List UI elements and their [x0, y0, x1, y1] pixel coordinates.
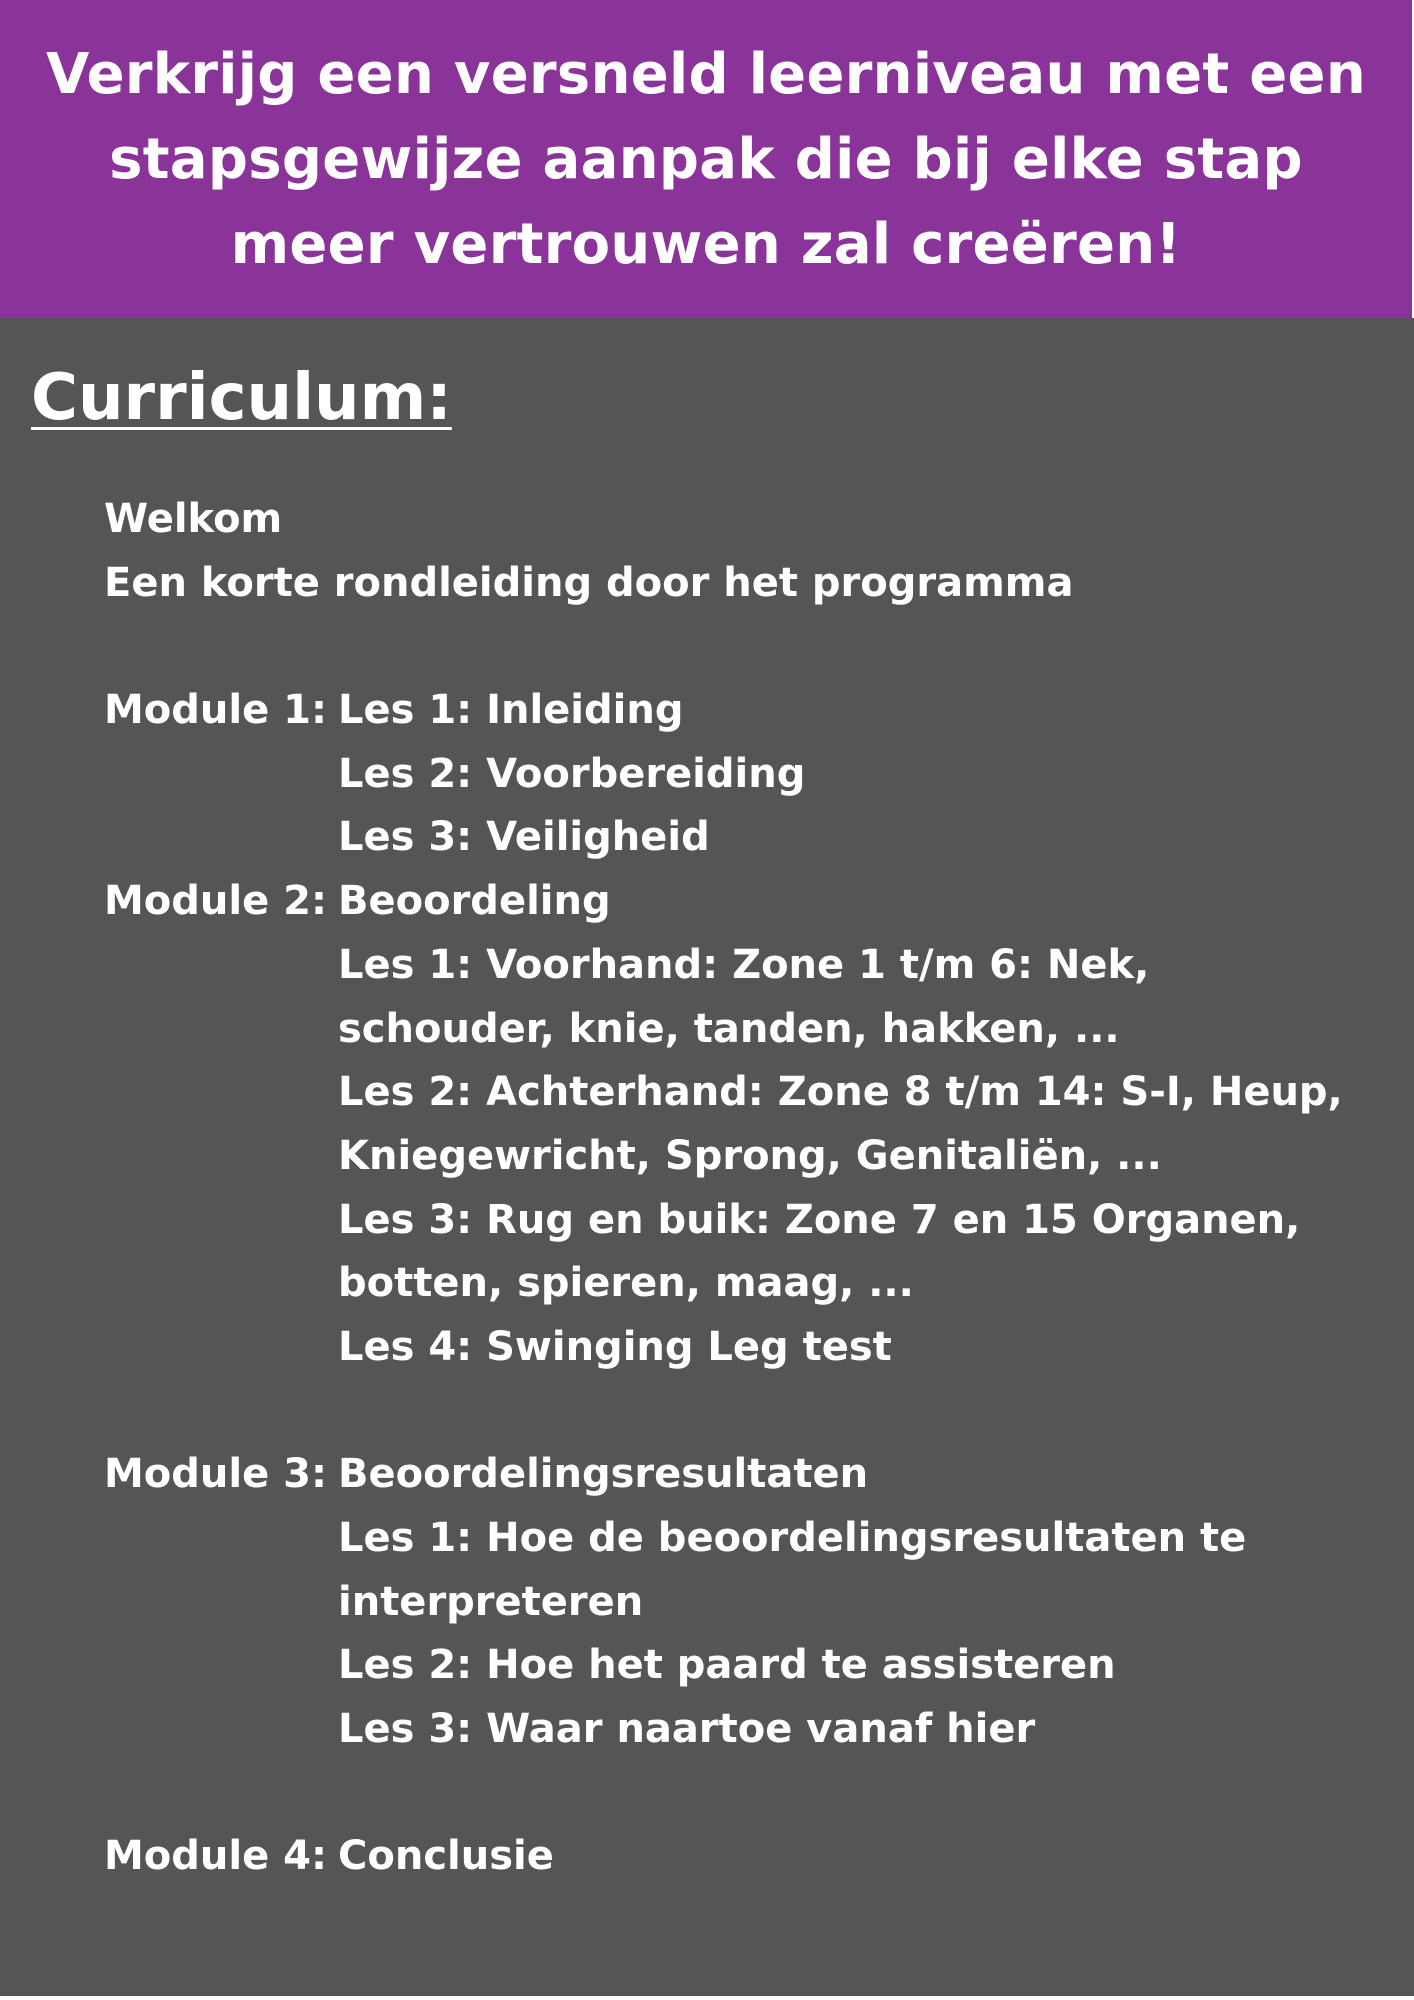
module-1-row: [104, 679, 1344, 743]
module-3-lesson-1-line-1: Les 1: Hoe de beoordelingsresultaten te: [338, 1515, 1247, 1561]
module-3-lesson-1-line-2: interpreteren: [338, 1578, 644, 1625]
headline-line-3: meer vertrouwen zal creëren!: [230, 211, 1182, 277]
module-1-lesson-2: Les 2: Voorbereiding: [338, 750, 806, 797]
module-3-lesson-row: [104, 1571, 1344, 1635]
module-1-lesson-1: Les 1: Inleiding: [338, 687, 684, 734]
module-1-lesson-row: [104, 743, 1344, 807]
intro-welcome: Welkom: [104, 496, 283, 542]
module-4-title: Conclusie: [338, 1833, 554, 1880]
module-1-lesson-3: Les 3: Veiligheid: [338, 814, 710, 861]
module-2-label: Module 2:: [104, 878, 327, 925]
module-2-lesson-row: [104, 998, 1344, 1062]
module-2-lesson-2-line-1: Les 2: Achterhand: Zone 8 t/m 14: S-I, Heup,: [338, 1069, 1343, 1116]
module-2-lesson-row: [104, 1316, 1344, 1380]
curriculum-list: [104, 488, 1344, 1889]
module-2-lesson-4: Les 4: Swinging Leg test: [338, 1323, 892, 1370]
header-banner: [0, 0, 1412, 318]
module-4-label: Module 4:: [104, 1833, 327, 1880]
module-2-lesson-row: [104, 1061, 1344, 1125]
curriculum-title: Curriculum:: [31, 361, 452, 435]
module-4-row: [104, 1825, 1344, 1889]
module-2-lesson-row: [104, 934, 1344, 998]
module-1-label: Module 1:: [104, 687, 327, 734]
module-2-lesson-row: [104, 1252, 1344, 1316]
module-3-lesson-row: [104, 1507, 1344, 1571]
module-2-lesson-2-line-2: Kniegewricht, Sprong, Genitaliën, ...: [338, 1132, 1162, 1179]
module-2-lesson-row: [104, 1125, 1344, 1189]
module-3-lesson-3: Les 3: Waar naartoe vanaf hier: [338, 1706, 1036, 1753]
module-3-label: Module 3:: [104, 1451, 327, 1498]
module-3-lesson-2: Les 2: Hoe het paard te assisteren: [338, 1642, 1116, 1689]
spacer: [104, 615, 1344, 679]
module-2-lesson-3-line-1: Les 3: Rug en buik: Zone 7 en 15 Organen,: [338, 1196, 1301, 1243]
module-1-lesson-row: [104, 806, 1344, 870]
headline-line-1: Verkrijg een versneld leerniveau met een: [46, 41, 1366, 107]
module-2-lesson-1-line-2: schouder, knie, tanden, hakken, ...: [338, 1005, 1120, 1052]
curriculum-panel: [0, 318, 1414, 1996]
module-2-lesson-3-line-2: botten, spieren, maag, ...: [338, 1260, 914, 1307]
spacer: [104, 1762, 1344, 1826]
module-3-title: Beoordelingsresultaten: [338, 1451, 869, 1498]
module-3-lesson-row: [104, 1634, 1344, 1698]
module-2-lesson-1-line-1: Les 1: Voorhand: Zone 1 t/m 6: Nek,: [338, 941, 1150, 988]
spacer: [104, 1380, 1344, 1444]
module-2-row: [104, 870, 1344, 934]
module-2-lesson-row: [104, 1189, 1344, 1253]
module-3-lesson-row: [104, 1698, 1344, 1762]
module-3-row: [104, 1443, 1344, 1507]
intro-tour: Een korte rondleiding door het programma: [104, 559, 1074, 606]
headline-line-2: stapsgewijze aanpak die bij elke stap: [109, 126, 1303, 192]
module-2-title: Beoordeling: [338, 878, 611, 925]
